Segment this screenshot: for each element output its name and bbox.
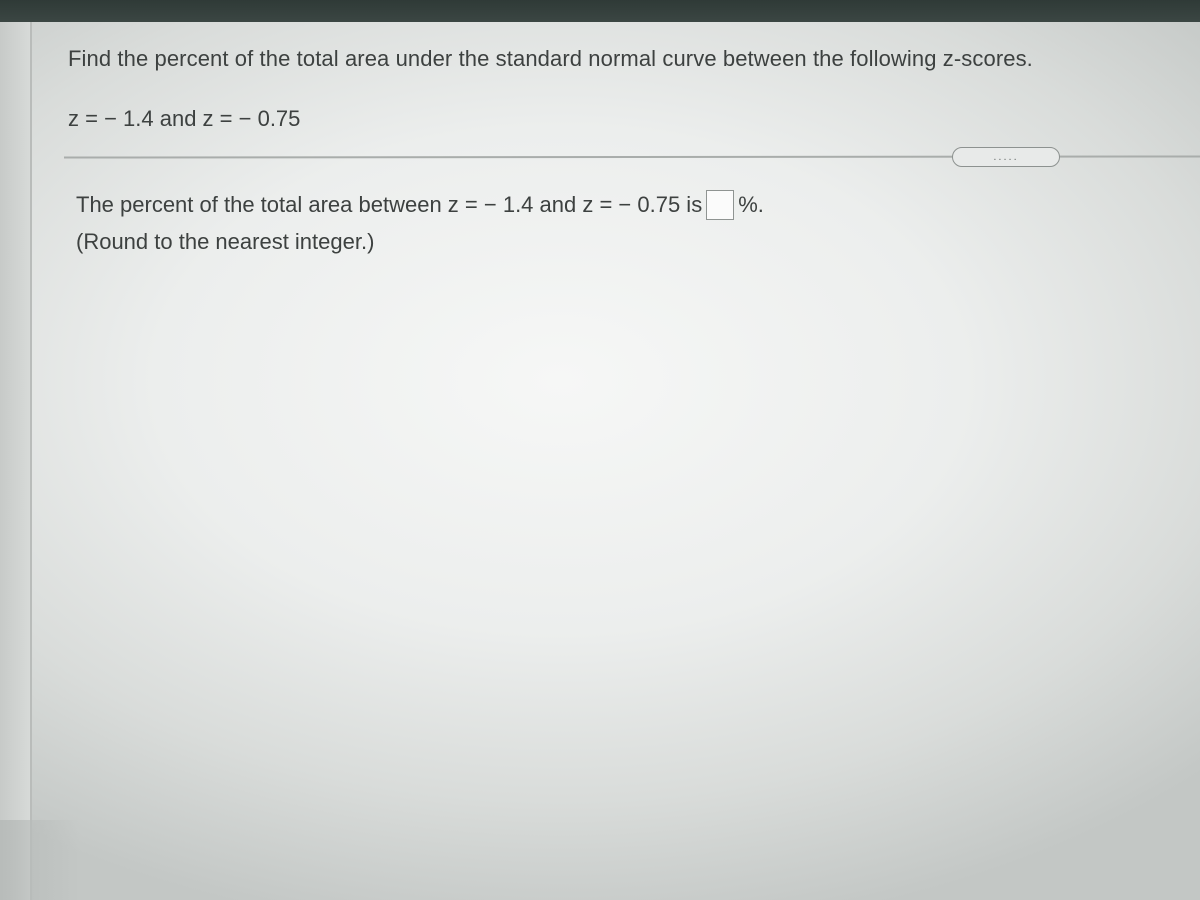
- monitor-left-bezel: [0, 22, 32, 900]
- z-scores-text: z = − 1.4 and z = − 0.75: [68, 106, 301, 131]
- more-options-button[interactable]: .....: [952, 147, 1060, 167]
- answer-suffix: %.: [738, 192, 764, 217]
- screen-edge: [30, 22, 32, 900]
- answer-prompt: [76, 190, 764, 220]
- answer-input[interactable]: [706, 190, 734, 220]
- shadow: [0, 820, 80, 900]
- monitor-top-bezel: [0, 0, 1200, 22]
- rounding-note: (Round to the nearest integer.): [76, 229, 375, 254]
- answer-prefix: The percent of the total area between z = − 1.4 and z = − 0.75 is: [76, 192, 703, 217]
- question-text: Find the percent of the total area under the standard normal curve between the following z-scores.: [68, 46, 1033, 71]
